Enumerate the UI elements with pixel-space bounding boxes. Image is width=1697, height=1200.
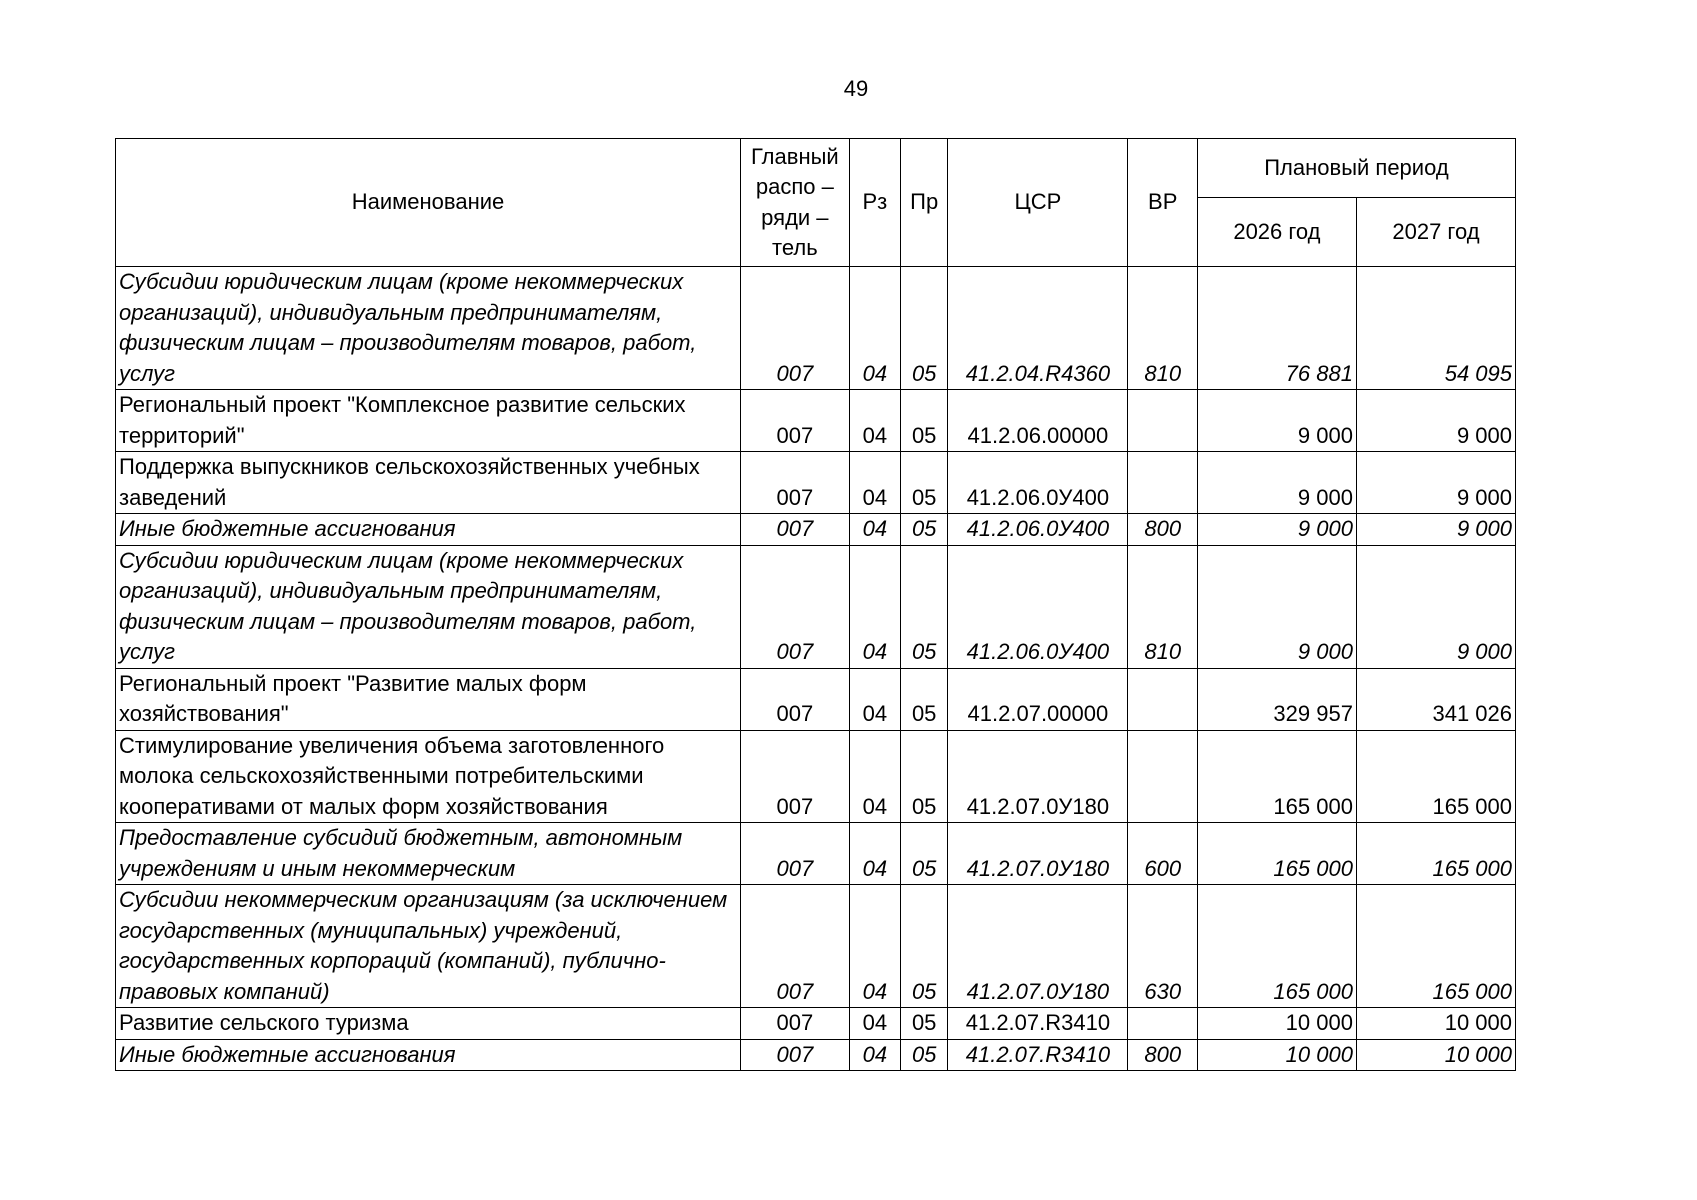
cell-manager: 007 xyxy=(741,885,850,1008)
table-row xyxy=(116,730,1516,823)
cell-csr: 41.2.06.0У400 xyxy=(948,545,1128,668)
cell-manager: 007 xyxy=(741,267,850,390)
cell-rz: 04 xyxy=(849,514,900,546)
cell-rz: 04 xyxy=(849,823,900,885)
cell-rz: 04 xyxy=(849,668,900,730)
cell-csr: 41.2.06.00000 xyxy=(948,390,1128,452)
cell-2026: 165 000 xyxy=(1197,885,1356,1008)
header-vr: ВР xyxy=(1128,139,1197,267)
cell-2026: 9 000 xyxy=(1197,452,1356,514)
cell-manager: 007 xyxy=(741,514,850,546)
cell-manager: 007 xyxy=(741,823,850,885)
cell-2026: 9 000 xyxy=(1197,390,1356,452)
cell-2027: 10 000 xyxy=(1356,1039,1515,1071)
budget-table xyxy=(115,138,1516,1071)
cell-manager: 007 xyxy=(741,390,850,452)
cell-name: Предоставление субсидий бюджетным, автономным учреждениям и иным некоммерческим xyxy=(116,823,741,885)
cell-2026: 10 000 xyxy=(1197,1039,1356,1071)
cell-vr: 600 xyxy=(1128,823,1197,885)
cell-pr: 05 xyxy=(901,1039,948,1071)
table-row xyxy=(116,267,1516,390)
cell-2027: 54 095 xyxy=(1356,267,1515,390)
header-planned-period: Плановый период xyxy=(1197,139,1515,198)
cell-name: Региональный проект "Комплексное развитие сельских территорий" xyxy=(116,390,741,452)
table-row xyxy=(116,823,1516,885)
cell-vr xyxy=(1128,730,1197,823)
header-manager: Главный распо – ряди – тель xyxy=(741,139,850,267)
cell-vr: 810 xyxy=(1128,545,1197,668)
cell-2026: 165 000 xyxy=(1197,823,1356,885)
cell-vr xyxy=(1128,668,1197,730)
cell-manager: 007 xyxy=(741,1008,850,1040)
cell-pr: 05 xyxy=(901,823,948,885)
table-row xyxy=(116,452,1516,514)
cell-manager: 007 xyxy=(741,730,850,823)
cell-csr: 41.2.07.R3410 xyxy=(948,1039,1128,1071)
cell-rz: 04 xyxy=(849,545,900,668)
cell-2027: 9 000 xyxy=(1356,452,1515,514)
header-rz: Рз xyxy=(849,139,900,267)
cell-2027: 9 000 xyxy=(1356,514,1515,546)
cell-rz: 04 xyxy=(849,1008,900,1040)
header-year-2027: 2027 год xyxy=(1356,198,1515,267)
cell-2027: 165 000 xyxy=(1356,885,1515,1008)
cell-vr xyxy=(1128,452,1197,514)
cell-name: Субсидии юридическим лицам (кроме некоммерческих организаций), индивидуальным предпринимателям, физическим лицам – производителям товаров, работ, услуг xyxy=(116,267,741,390)
cell-2026: 9 000 xyxy=(1197,545,1356,668)
cell-vr: 810 xyxy=(1128,267,1197,390)
cell-vr xyxy=(1128,390,1197,452)
cell-name: Иные бюджетные ассигнования xyxy=(116,514,741,546)
cell-csr: 41.2.07.0У180 xyxy=(948,823,1128,885)
cell-2027: 341 026 xyxy=(1356,668,1515,730)
cell-csr: 41.2.07.R3410 xyxy=(948,1008,1128,1040)
cell-csr: 41.2.06.0У400 xyxy=(948,452,1128,514)
cell-rz: 04 xyxy=(849,1039,900,1071)
cell-pr: 05 xyxy=(901,452,948,514)
cell-vr: 800 xyxy=(1128,514,1197,546)
cell-name: Субсидии юридическим лицам (кроме некоммерческих организаций), индивидуальным предпринимателям, физическим лицам – производителям товаров, работ, услуг xyxy=(116,545,741,668)
cell-pr: 05 xyxy=(901,668,948,730)
table-row xyxy=(116,885,1516,1008)
cell-2027: 165 000 xyxy=(1356,823,1515,885)
cell-manager: 007 xyxy=(741,545,850,668)
cell-rz: 04 xyxy=(849,452,900,514)
cell-2026: 165 000 xyxy=(1197,730,1356,823)
cell-2026: 76 881 xyxy=(1197,267,1356,390)
cell-manager: 007 xyxy=(741,452,850,514)
table-row xyxy=(116,514,1516,546)
table-row xyxy=(116,390,1516,452)
cell-vr: 630 xyxy=(1128,885,1197,1008)
cell-name: Иные бюджетные ассигнования xyxy=(116,1039,741,1071)
table-row xyxy=(116,1008,1516,1040)
cell-2026: 9 000 xyxy=(1197,514,1356,546)
cell-rz: 04 xyxy=(849,267,900,390)
table-row xyxy=(116,545,1516,668)
cell-2027: 9 000 xyxy=(1356,545,1515,668)
cell-csr: 41.2.07.00000 xyxy=(948,668,1128,730)
cell-pr: 05 xyxy=(901,390,948,452)
cell-pr: 05 xyxy=(901,1008,948,1040)
table-row xyxy=(116,1039,1516,1071)
header-pr: Пр xyxy=(901,139,948,267)
table-header xyxy=(116,139,1516,267)
cell-2026: 329 957 xyxy=(1197,668,1356,730)
cell-name: Развитие сельского туризма xyxy=(116,1008,741,1040)
cell-csr: 41.2.07.0У180 xyxy=(948,885,1128,1008)
cell-2027: 10 000 xyxy=(1356,1008,1515,1040)
table-row xyxy=(116,668,1516,730)
cell-csr: 41.2.06.0У400 xyxy=(948,514,1128,546)
cell-rz: 04 xyxy=(849,730,900,823)
cell-pr: 05 xyxy=(901,545,948,668)
cell-csr: 41.2.07.0У180 xyxy=(948,730,1128,823)
cell-pr: 05 xyxy=(901,267,948,390)
cell-pr: 05 xyxy=(901,885,948,1008)
cell-vr: 800 xyxy=(1128,1039,1197,1071)
cell-name: Субсидии некоммерческим организациям (за исключением государственных (муниципальных) учреждений, государственных корпораций (компаний), публично-правовых компаний) xyxy=(116,885,741,1008)
cell-vr xyxy=(1128,1008,1197,1040)
cell-manager: 007 xyxy=(741,668,850,730)
cell-manager: 007 xyxy=(741,1039,850,1071)
page-number: 49 xyxy=(843,76,869,101)
cell-pr: 05 xyxy=(901,514,948,546)
cell-2027: 9 000 xyxy=(1356,390,1515,452)
cell-pr: 05 xyxy=(901,730,948,823)
cell-rz: 04 xyxy=(849,885,900,1008)
header-csr: ЦСР xyxy=(948,139,1128,267)
cell-name: Региональный проект "Развитие малых форм хозяйствования" xyxy=(116,668,741,730)
cell-rz: 04 xyxy=(849,390,900,452)
cell-name: Стимулирование увеличения объема заготовленного молока сельскохозяйственными потребительскими кооперативами от малых форм хозяйствования xyxy=(116,730,741,823)
cell-csr: 41.2.04.R4360 xyxy=(948,267,1128,390)
header-year-2026: 2026 год xyxy=(1197,198,1356,267)
cell-2026: 10 000 xyxy=(1197,1008,1356,1040)
header-name: Наименование xyxy=(116,139,741,267)
cell-2027: 165 000 xyxy=(1356,730,1515,823)
cell-name: Поддержка выпускников сельскохозяйственных учебных заведений xyxy=(116,452,741,514)
table-body xyxy=(116,267,1516,1071)
